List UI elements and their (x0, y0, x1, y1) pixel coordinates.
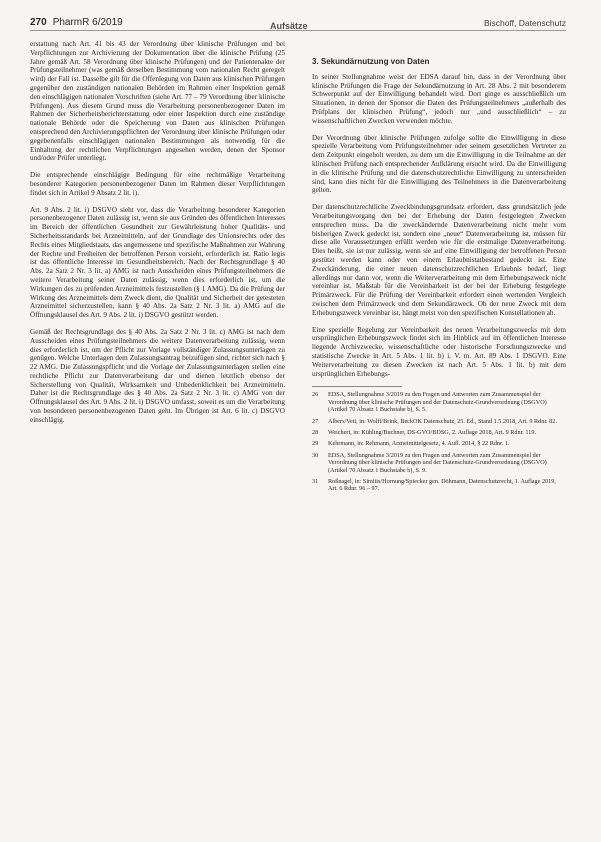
paragraph: Die entsprechende einschlägige Bedingung für eine rechtmäßige Verarbeitung besonderer Kategorien personenbezogener Daten im Rahmen dieser Verpflichtungen findet sich in Artikel 9 Absatz 2 lit. i). (30, 171, 285, 197)
paragraph: Der datenschutzrechtliche Zweckbindungsgrundsatz erfordert, dass grundsätzlich jede Verarbeitungsvorgang den bei der Erhebung der Daten festgelegten Zwecken entsprechen muss. Da die zweckändernde Datenverarbeitung nicht mehr vom bisherigen Zweck gedeckt ist, sondern eine „neue“ Datenverarbeitung ist, müssen für diese alle Voraussetzungen erfüllt werden wie für die erstmalige Datenverarbeitung. Dies heißt, sie ist nur zulässig, wenn sie auf eine Einwilligung der betroffenen Person gestützt werden kann oder von einem Erlaubnistatbestand gedeckt ist. Eine Zweckänderung, die einer neuen datenschutzrechtlichen Erlaubnis bedarf, liegt allerdings nur dann vor, wenn die Weiterverarbeitung mit dem Erhebungszweck nicht vereinbar ist. Maßstab für die Vereinbarkeit ist der bei der Erhebung festgelegte Primärzweck. Für die Prüfung der Vereinbarkeit erfordert einen wertenden Vergleich zwischen dem Primärzweck und dem Sekundärzweck. Ob der neue Zweck mit dem Erhebungszweck vereinbar ist, hängt meist von den spezifischen Konstellationen ab. (312, 203, 566, 317)
paragraph: Gemäß der Rechtsgrundlage des § 40 Abs. 2a Satz 2 Nr. 3 lit. c) AMG ist nach dem Ausscheiden eines Prüfungsteilnehmers die weitere Datenverarbeitung zulässig, wenn dies erforderlich ist, um der Pflicht zur Vorlage vollständiger Zulassungsunterlagen zu genügen. Welche Unterlagen dem Zulassungsantrag beizufügen sind, richtet sich nach § 22 AMG. Die Zulassungspflicht und die Vorlage der Zulassungsunterlagen stellen eine rechtliche Pflicht zur Datenverarbeitung dar und dienen letztlich ebenso der Sicherstellung von Qualität, Wirksamkeit und Unbedenklichkeit bei Arzneimitteln. Daher ist die Rechtsgrundlage des § 40 Abs. 2a Satz 2 Nr. 3 lit. c) AMG von der Öffnungsklausel des Art. 9 Abs. 2 lit. i) DSGVO umfasst, soweit es um die Verarbeitung von besonderen personenbezogenen Daten geht. Im Übrigen ist Art. 6 lit. c) DSGVO einschlägig. (30, 327, 285, 424)
page-number-journal (30, 17, 123, 28)
paragraph: In seiner Stellungnahme weist der EDSA darauf hin, dass in der Verordnung über klinische Prüfungen die Frage der Sekundärnutzung in Art. 28 Abs. 2 mit besonderem Schwerpunkt auf der Einwilligung behandelt wird. Dort ginge es ausschließlich um Situationen, in denen der Sponsor die Daten des Prüfungsteilnehmers „außerhalb des Prüfplans der klinischen Prüfung“, jedoch nur „und ausschließlich“ – zu wissenschaftlichen Zwecken verwenden möchte. (312, 72, 566, 125)
journal-name: PharmR 6/2019 (52, 17, 123, 28)
right-column (312, 40, 566, 497)
section-label: Aufsätze (270, 21, 308, 31)
footnote-number: 30 (312, 451, 319, 459)
footnote (312, 478, 566, 493)
footnote-rule (312, 386, 402, 387)
footnote-text: EDSA, Stellungnahme 3/2019 zu den Fragen und Antworten zum Zusammenspiel der Verordnung über klinische Prüfungen und der Datenschutz-Grundverordnung (DSGVO) (Artikel 70 Absatz 1 Buchstabe b), S. 9. (328, 451, 547, 474)
footnote (312, 391, 566, 413)
paragraph: Art. 9 Abs. 2 lit. i) DSGVO sieht vor, dass die Verarbeitung besonderer Kategorien personenbezogener Daten zulässig ist, wenn sie aus Gründen des öffentlichen Interesses im Bereich der öffentlichen Gesundheit zur Gewährleistung hoher Qualitäts- und Sicherheitsstandards bei Arzneimitteln, auf der Grundlage des Unionsrechts oder des Rechts eines Mitgliedstaats, das angemessene und spezifische Maßnahmen zur Wahrung der Rechte und Freiheiten der betroffenen Person vorsieht, erforderlich ist. Ratio legis ist das öffentliche Interesse im Gesundheitsbereich. Nach der Rechtsgrundlage § 40 Abs. 2a Satz 2 Nr. 3 lit. a) AMG ist nach Ausscheiden eines Prüfungsteilnehmers die weitere Verarbeitung seiner Daten zulässig, wenn dies erforderlich ist, um die Wirkungen des zu prüfenden Arzneimittels festzustellen (§ 1 AMG). Da die Prüfung der Wirkung des Arzneimittels dem Zweck dient, die Qualität und Sicherheit der getesteten Arzneimittel sicherzustellen, kann § 40 Abs. 2a Satz 2 Nr. 3 lit. a) AMG auf die Öffnungsklausel des Art. 9 Abs. 2 lit. i) DSGVO gestützt werden. (30, 205, 285, 320)
footnote-text: Albers/Veit, in: Wolff/Brink, BeckOK Datenschutz, 25. Ed., Stand 1.5.2018, Art. 9 Rdnr. 82. (328, 417, 557, 425)
footnote-number: 28 (312, 428, 319, 436)
page-number: 270 (30, 17, 47, 28)
footnote (312, 440, 566, 447)
footnote-text: Kehrmann, in: Rehmann, Arzneimittelgesetz, 4. Aufl. 2014, § 22 Rdnr. 1. (328, 440, 510, 448)
paragraph: Der Verordnung über klinische Prüfungen zufolge sollte die Einwilligung in diese spezielle Verarbeitung vom Prüfungsteilnehmer oder seinem gesetzlichen Vertreter zu dem Zeitpunkt eingeholt werden, zu dem um die Einwilligung in die Teilnahme an der klinischen Prüfung nach entsprechender Aufklärung ersucht wird. Da die Einwilligung in die klinische Prüfung und die datenschutzrechtliche Einwilligung zu unterscheiden sind, kann dies nicht für die Einwilligung des Teilnehmers in die Datenverarbeitung gelten. (312, 133, 566, 195)
footnote (312, 418, 566, 425)
section-heading: 3. Sekundärnutzung von Daten (312, 57, 430, 66)
footnote-text: Weichert, in: Kühling/Buchner, DS-GVO/BDSG, 2. Auflage 2018, Art. 9 Rdnr. 119. (328, 428, 537, 436)
paragraph: erstattung nach Art. 41 bis 43 der Verordnung über klinische Prüfungen und bei Verpflichtungen zur Archivierung der Dokumentation über die klinische Prüfung (25 Jahre gemäß Art. 58 Verordnung über klinische Prüfungen) und der Patientenakte der Prüfungsteilnehmer (was gemäß derselben Bestimmung vom nationalen Recht geregelt wird) der Fall ist. Dasselbe gilt für die Offenlegung von Daten aus klinischen Prüfungen gegenüber den zuständigen nationalen Behörden im Rahmen einer Inspektion gemäß den einschlägigen nationalen Vorschriften (siehe Art. 77 – 79 Verordnung über klinische Prüfungen). Aus diesem Grund muss die Verarbeitung personenbezogener Daten im Rahmen der Sicherheitsberichterstattung oder einer Inspektion durch eine zuständige nationale Behörde oder die Speicherung von Daten aus klinischen Prüfungen entsprechend den Archivierungspflichten der Verordnung über klinische Prüfungen oder gegebenenfalls einschlägigen nationalen Bestimmungen als notwendig für die Einhaltung der rechtlichen Verpflichtungen angesehen werden, denen der Sponsor und/oder Prüfer unterliegt. (30, 40, 285, 163)
paragraph: Eine spezielle Regelung zur Vereinbarkeit des neuen Verarbeitungszwecks mit dem ursprünglichen Erhebungszweck findet sich im Hinblick auf im öffentlichen Interesse liegende Archivzwecke, wissenschaftliche oder historische Forschungszwecke und statistische Zwecke in Art. 5 Abs. 1 lit. b) i. V. m. Art. 89 Abs. 1 DSGVO. Eine Weiterverarbeitung zu diesen Zwecken ist nach Art. 5 Abs. 1 lit. b) mit dem ursprünglichen Erhebungs- (312, 325, 566, 378)
footnote-text: EDSA, Stellungnahme 3/2019 zu den Fragen und Antworten zum Zusammenspiel der Verordnung über klinische Prüfungen und der Datenschutz-Grundverordnung (DSGVO) (Artikel 70 Absatz 1 Buchstabe b), S. 5. (328, 391, 547, 414)
running-authors: Bischoff, Datenschutz (483, 18, 566, 28)
left-column (30, 40, 285, 433)
footnote-number: 29 (312, 440, 319, 448)
footnote (312, 452, 566, 474)
footnote-text: Roßnagel, in: Simitis/Hornung/Spiecker gen. Döhmann, Datenschutzrecht, 1. Auflage 2019, Art. 6 Rdnr. 96 – 97. (328, 477, 556, 493)
header-rule (30, 30, 566, 31)
footnote-number: 27 (312, 417, 319, 425)
footnote (312, 429, 566, 436)
footnote-number: 31 (312, 477, 319, 485)
footnote-number: 26 (312, 391, 319, 399)
